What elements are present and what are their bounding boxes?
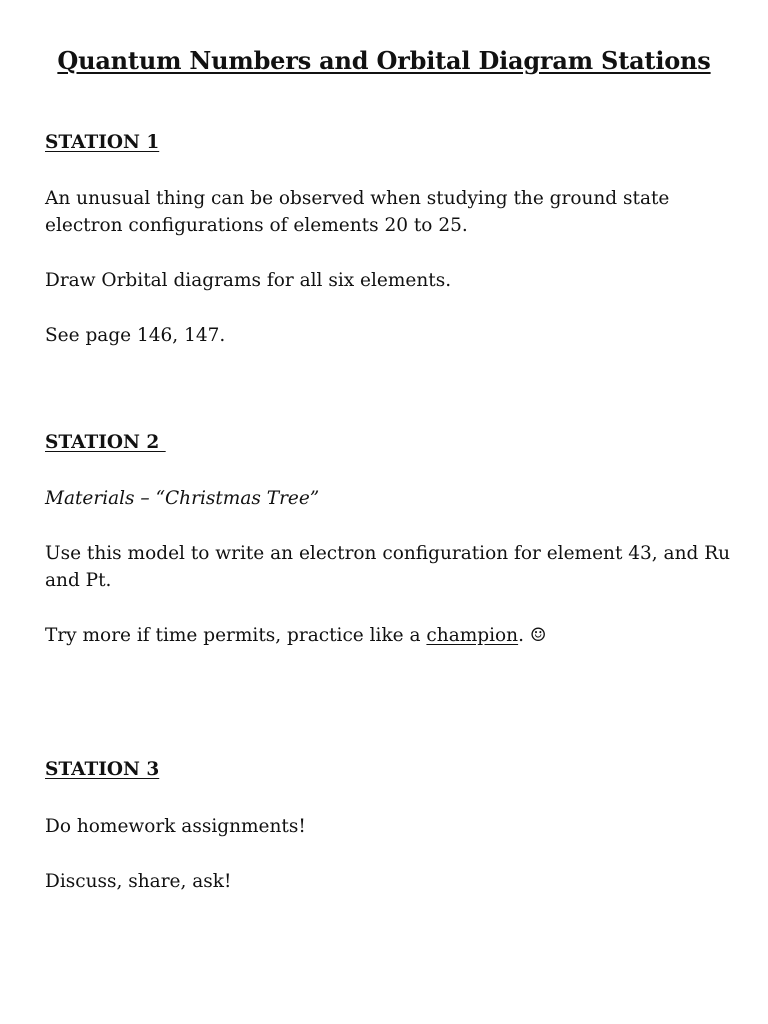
station-2-paragraph-2 <box>45 622 735 649</box>
champion-underlined-word: champion <box>426 625 519 646</box>
station-2-paragraph-2-start: Try more if time permits, practice like a <box>45 625 427 646</box>
station-2-heading: STATION 2 <box>45 432 166 453</box>
station-1-paragraph-2: Draw Orbital diagrams for all six elements. <box>45 270 452 291</box>
station-1-paragraph-3: See page 146, 147. <box>45 325 226 346</box>
station-3-paragraph-1: Do homework assignments! <box>45 816 306 837</box>
station-3-heading: STATION 3 <box>45 759 160 780</box>
station-1-heading: STATION 1 <box>45 132 160 153</box>
station-2-materials: Materials – “Christmas Tree” <box>45 488 320 509</box>
document-title: Quantum Numbers and Orbital Diagram Stations <box>57 46 711 75</box>
station-2-paragraph-1: Use this model to write an electron configuration for element 43, and Ru and Pt. <box>45 543 731 591</box>
station-1-paragraph-1: An unusual thing can be observed when studying the ground state electron configurations of elements 20 to 25. <box>45 188 670 236</box>
station-3-paragraph-2: Discuss, share, ask! <box>45 871 232 892</box>
station-2-paragraph-2-end: . ☺ <box>518 625 547 646</box>
